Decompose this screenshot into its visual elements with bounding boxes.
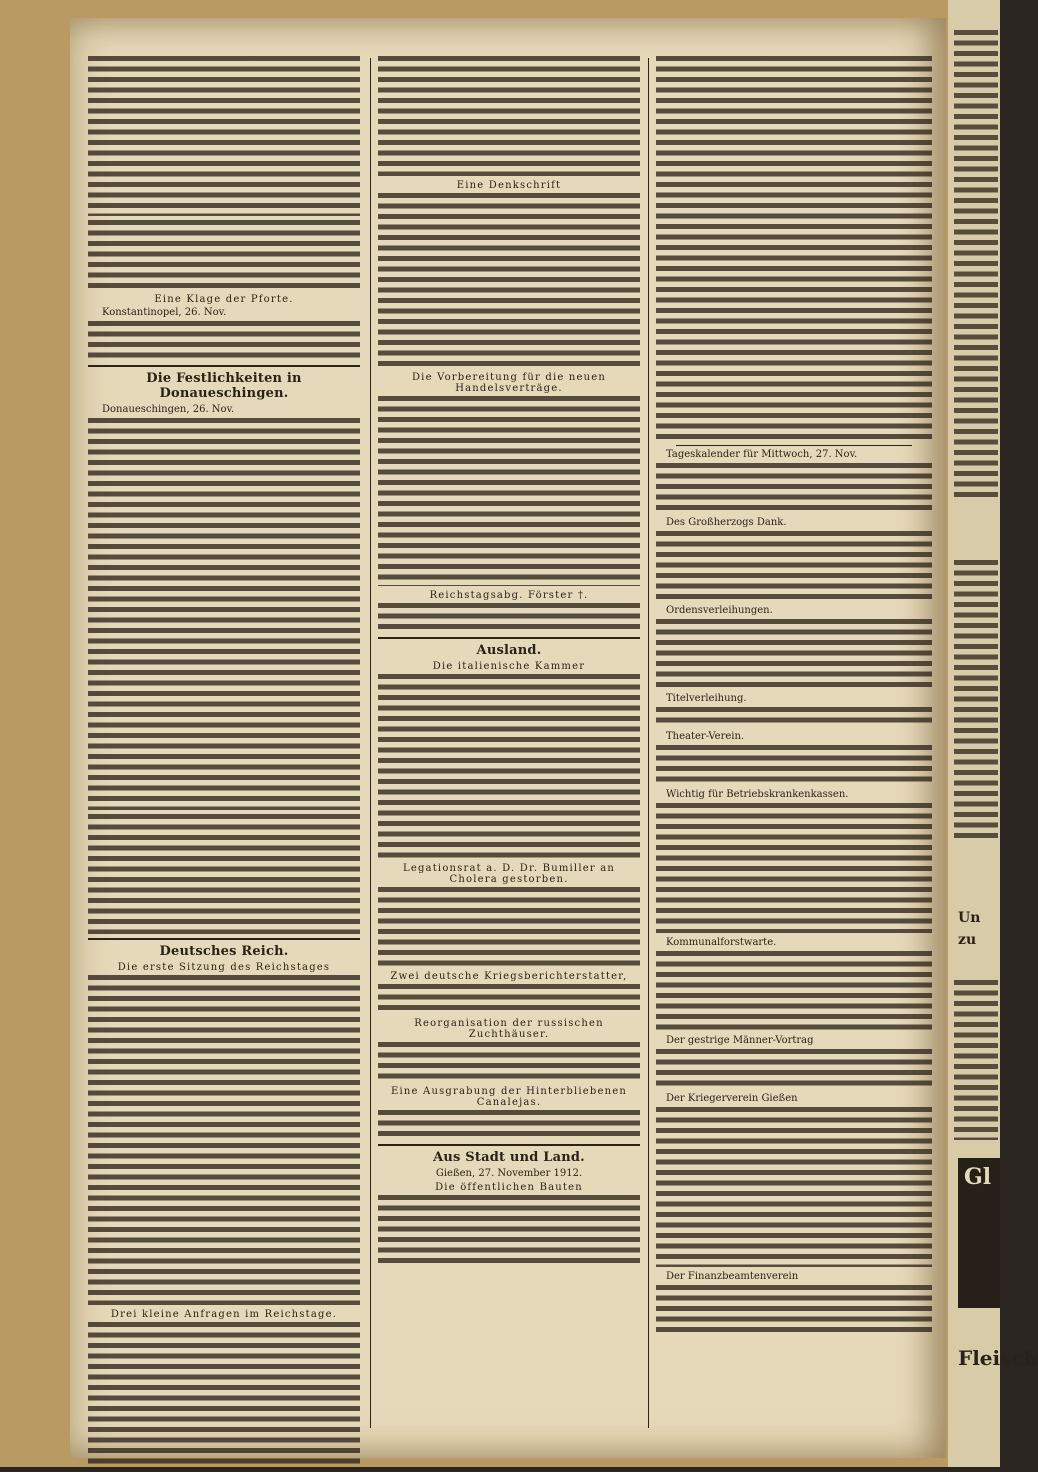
- text-block: [88, 975, 360, 1305]
- dateline-giessen: Gießen, 27. November 1912.: [435, 1168, 583, 1179]
- item-grossherzog-dank: Des Großherzogs Dank.: [666, 517, 787, 528]
- newspaper-sheet: [70, 18, 946, 1458]
- subhead-bauten: Die öffentlichen Bauten: [435, 1182, 583, 1193]
- subhead-kammer: Die italienische Kammer: [432, 661, 586, 672]
- text-block: [378, 674, 640, 859]
- text-block: [378, 984, 640, 1014]
- adjacent-heading: zu: [958, 932, 977, 948]
- divider: [378, 1144, 640, 1146]
- subhead-vorbereitung: Die Vorbereitung für die neuen Handelsverträge.: [411, 372, 607, 394]
- text-block: [88, 220, 360, 290]
- subhead-reorganisation: Reorganisation der russischen Zuchthäuser.: [414, 1018, 604, 1040]
- adjacent-advertisement: Gl: [958, 1158, 1000, 1308]
- item-betriebskrankenkassen: Wichtig für Betriebskrankenkassen.: [666, 789, 849, 800]
- text-block: [88, 418, 360, 810]
- adjacent-advertisement-text: Fleisch: [958, 1346, 1038, 1370]
- text-block: [378, 396, 640, 586]
- text-block: [954, 980, 998, 1140]
- divider: [378, 637, 640, 639]
- item-ordensverleihungen: Ordensverleihungen.: [666, 605, 773, 616]
- item-tageskalender: Tageskalender für Mittwoch, 27. Nov.: [666, 449, 858, 460]
- text-block: [378, 56, 640, 176]
- subhead-denkschrift: Eine Denkschrift: [456, 180, 562, 191]
- text-block: [378, 887, 640, 967]
- item-kriegerverein: Der Kriegerverein Gießen: [666, 1093, 798, 1104]
- text-block: [656, 1285, 932, 1335]
- text-block: [656, 745, 932, 785]
- heading-ausland: Ausland.: [476, 643, 542, 658]
- text-block: [656, 56, 932, 441]
- text-block: [954, 560, 998, 840]
- item-theater-verein: Theater-Verein.: [666, 731, 745, 742]
- text-block: [656, 1107, 932, 1267]
- text-block: [378, 1042, 640, 1082]
- text-block: [656, 463, 932, 513]
- subhead-sitzung: Die erste Sitzung des Reichstages: [117, 962, 331, 973]
- heading-stadt-und-land: Aus Stadt und Land.: [433, 1150, 585, 1165]
- text-block: [656, 1049, 932, 1089]
- subhead-foerster: Reichstagsabg. Förster †.: [429, 590, 589, 601]
- subhead-cholera: Legationsrat a. D. Dr. Bumiller an Cholera gestorben.: [402, 863, 615, 885]
- column-left: [88, 56, 360, 1436]
- text-block: [88, 321, 360, 361]
- divider: [88, 938, 360, 940]
- divider: [88, 365, 360, 367]
- text-block: [656, 619, 932, 689]
- dateline-donaueschingen: Donaueschingen, 26. Nov.: [102, 404, 235, 415]
- column-rule: [370, 58, 371, 1428]
- item-kommunalforstwarte: Kommunalforstwarte.: [666, 937, 777, 948]
- adjacent-heading: Un: [958, 910, 981, 926]
- text-block: [88, 1322, 360, 1472]
- column-rule: [648, 58, 649, 1428]
- item-titelverleihung: Titelverleihung.: [666, 693, 747, 704]
- text-block: [656, 707, 932, 727]
- heading-festlichkeiten: Die Festlichkeiten in Donaueschingen.: [146, 371, 302, 401]
- column-right: [656, 56, 932, 1436]
- text-block: [954, 30, 998, 500]
- text-block: [656, 803, 932, 933]
- heading-deutsches-reich: Deutsches Reich.: [159, 944, 289, 959]
- item-maenner-vortrag: Der gestrige Männer-Vortrag: [666, 1035, 814, 1046]
- subhead-klage: Eine Klage der Pforte.: [154, 294, 294, 305]
- text-block: [378, 1195, 640, 1265]
- subhead-anfragen: Drei kleine Anfragen im Reichstage.: [110, 1309, 338, 1320]
- subhead-kriegsberichterstatter: Zwei deutsche Kriegsberichterstatter,: [390, 971, 628, 982]
- text-block: [88, 56, 360, 216]
- text-block: [378, 603, 640, 633]
- text-block: [88, 814, 360, 934]
- text-block: [656, 951, 932, 1031]
- item-finanzbeamtenverein: Der Finanzbeamtenverein: [666, 1271, 799, 1282]
- text-block: [378, 1110, 640, 1140]
- text-block: [656, 531, 932, 601]
- column-middle: [378, 56, 640, 1436]
- divider: [676, 445, 912, 446]
- dateline-konstantinopel: Konstantinopel, 26. Nov.: [102, 307, 227, 318]
- subhead-hinterbliebene: Eine Ausgrabung der Hinterbliebenen Canalejas.: [390, 1086, 628, 1108]
- text-block: [378, 193, 640, 368]
